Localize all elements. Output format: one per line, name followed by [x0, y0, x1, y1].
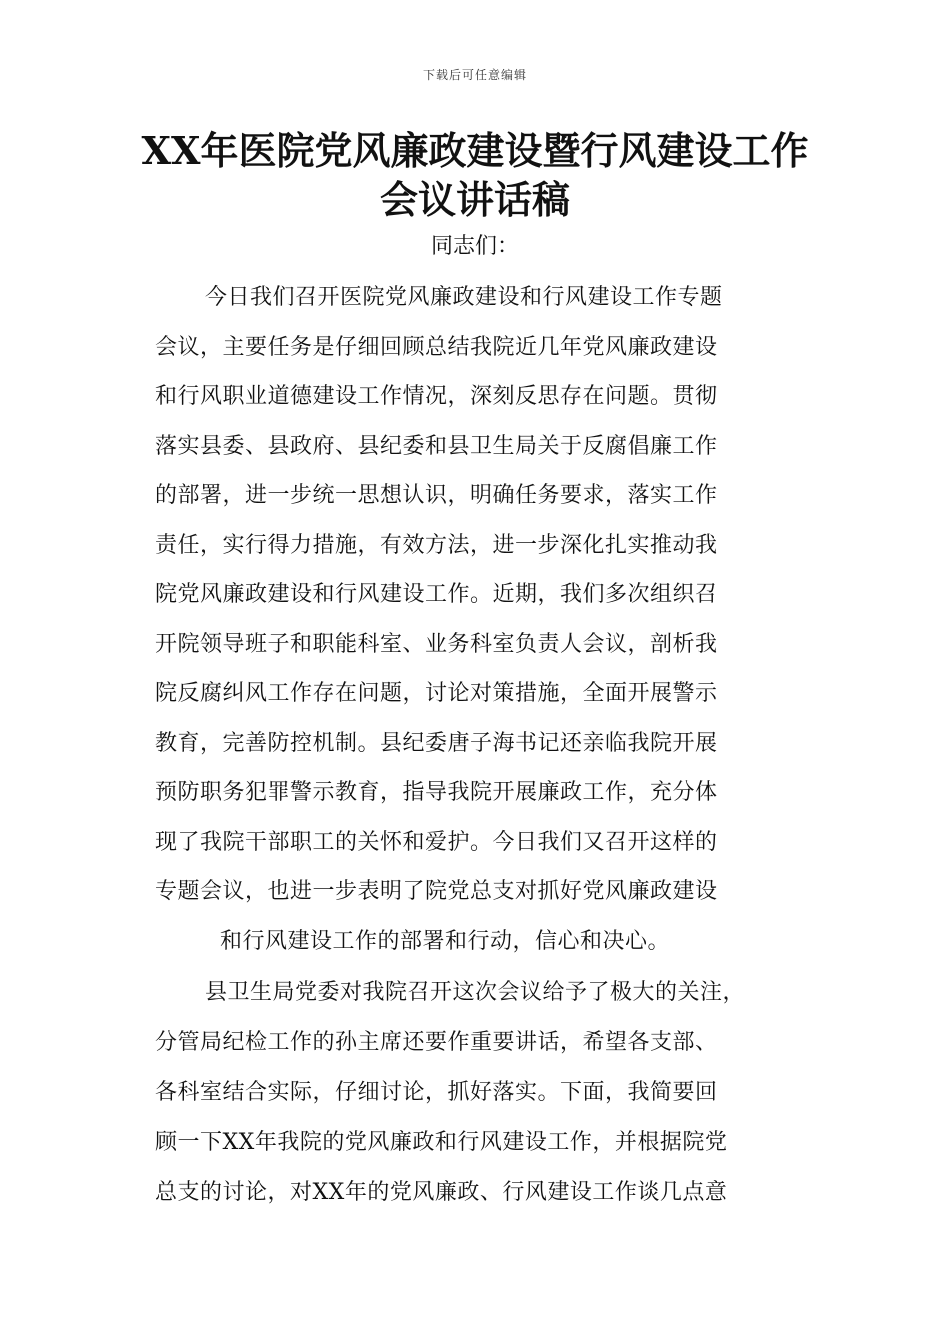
header-note: 下载后可任意编辑 [422, 68, 527, 82]
body-line: 开院领导班子和职能科室、业务科室负责人会议，剖析我 [155, 632, 718, 657]
page-title-line-1: XX年医院党风廉政建设暨行风建设工作 [141, 128, 809, 173]
body-line: 顾一下XX年我院的党风廉政和行风建设工作，并根据院党 [155, 1130, 728, 1155]
body-line: 和行风建设工作的部署和行动，信心和决心。 [220, 929, 671, 954]
body-line: 专题会议，也进一步表明了院党总支对抓好党风廉政建设 [155, 879, 718, 904]
body-line: 今日我们召开医院党风廉政建设和行风建设工作专题 [205, 285, 723, 310]
body-line: 预防职务犯罪警示教育，指导我院开展廉政工作，充分体 [155, 780, 718, 805]
body-line: 的部署，进一步统一思想认识，明确任务要求，落实工作 [155, 483, 718, 508]
body-line: 教育，完善防控机制。县纪委唐子海书记还亲临我院开展 [155, 731, 718, 756]
body-line: 院反腐纠风工作存在问题，讨论对策措施，全面开展警示 [155, 681, 718, 706]
body-line: 现了我院干部职工的关怀和爱护。今日我们又召开这样的 [155, 830, 718, 855]
body-line: 分管局纪检工作的孙主席还要作重要讲话，希望各支部、 [155, 1030, 718, 1055]
body-line: 总支的讨论，对XX年的党风廉政、行风建设工作谈几点意 [155, 1180, 728, 1205]
page-title-line-2: 会议讲话稿 [379, 177, 570, 222]
body-line: 责任，实行得力措施，有效方法，进一步深化扎实推动我 [155, 533, 718, 558]
body-line: 落实县委、县政府、县纪委和县卫生局关于反腐倡廉工作 [155, 434, 718, 459]
body-line: 院党风廉政建设和行风建设工作。近期，我们多次组织召 [155, 582, 718, 607]
body-line: 和行风职业道德建设工作情况，深刻反思存在问题。贯彻 [155, 384, 718, 409]
body-line: 各科室结合实际，仔细讨论，抓好落实。下面，我简要回 [155, 1080, 718, 1105]
salutation: 同志们： [430, 234, 519, 259]
body-line: 县卫生局党委对我院召开这次会议给予了极大的关注， [205, 980, 746, 1005]
body-line: 会议，主要任务是仔细回顾总结我院近几年党风廉政建设 [155, 335, 718, 360]
